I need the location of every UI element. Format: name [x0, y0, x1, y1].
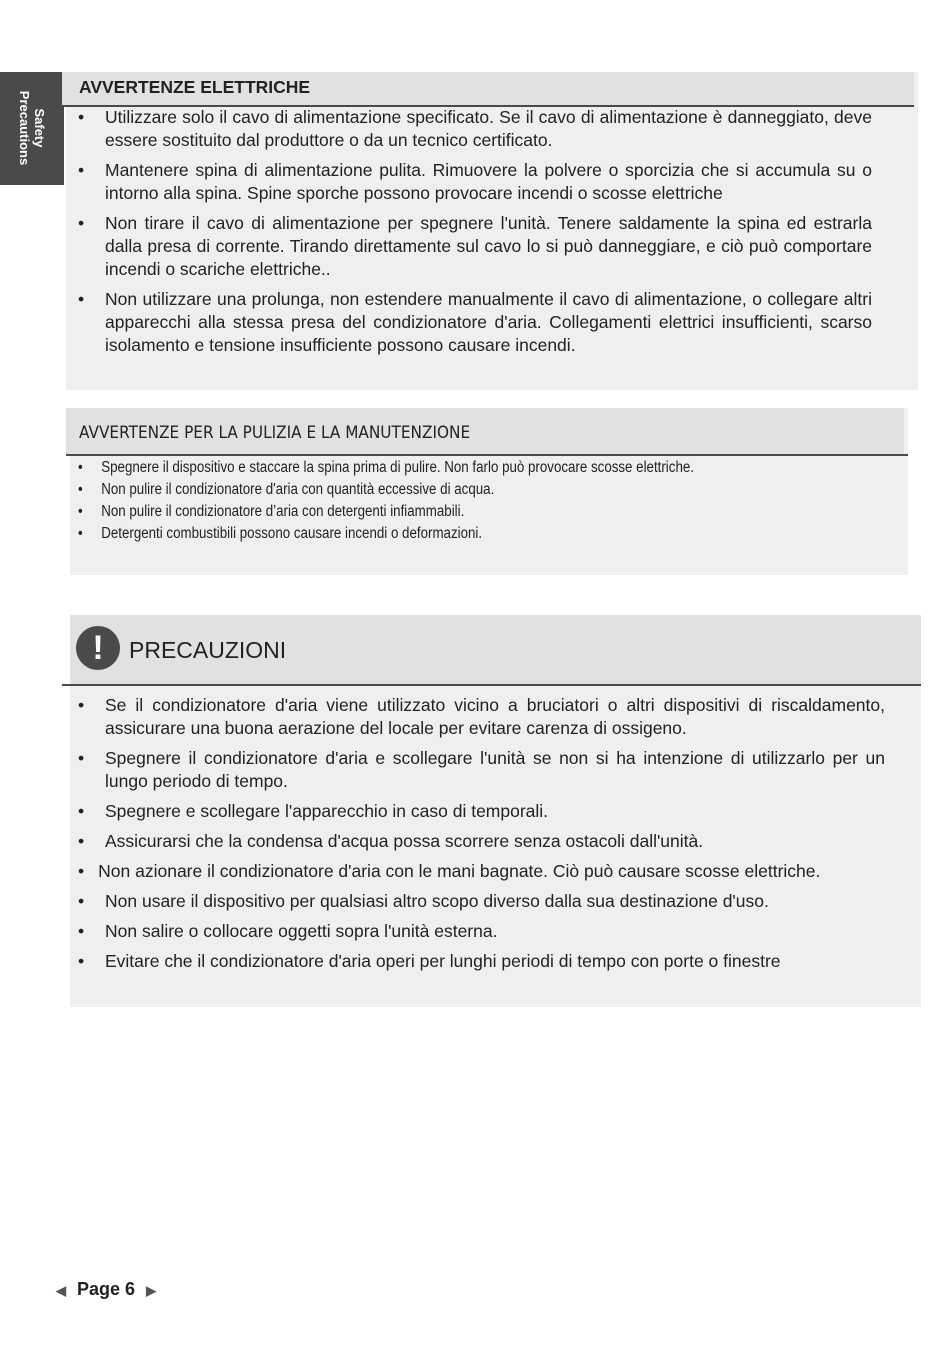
- list-item: [78, 457, 783, 479]
- list-item-text: Non tirare il cavo di alimentazione per spegnere l'unità. Tenere saldamente la spina ed estrarla dalla presa di corrente. Tirando direttamente sul cavo lo si può danneggiare, e ciò può comportare incendi o scariche elettriche..: [105, 213, 872, 279]
- list-item: [78, 288, 872, 357]
- list-item-text: Non pulire il condizionatore d’aria con detergenti infiammabili.: [101, 503, 465, 520]
- bullet: •: [78, 525, 83, 542]
- list-item-text: Assicurarsi che la condensa d'acqua possa scorrere senza ostacoli dall'unità.: [105, 831, 704, 851]
- bullet: •: [78, 503, 83, 520]
- bullet: •: [78, 459, 83, 476]
- list-item-text: Non salire o collocare oggetti sopra l'unità esterna.: [105, 921, 498, 941]
- list-item-text: Spegnere il dispositivo e staccare la spina prima di pulire. Non farlo può provocare scosse elettriche.: [101, 459, 694, 476]
- bullet: •: [78, 695, 85, 715]
- list-item: [78, 800, 885, 823]
- bullet: •: [78, 213, 85, 233]
- electrical-warnings-list: [78, 106, 872, 364]
- bullet: •: [78, 107, 85, 127]
- list-item: [78, 106, 872, 152]
- list-item: [78, 920, 885, 943]
- list-item-text: Mantenere spina di alimentazione pulita. Rimuovere la polvere o sporcizia che si accumula su o intorno alla spina. Spine sporche possono provocare incendi o scosse elettriche: [105, 160, 872, 203]
- list-item-text: Detergenti combustibili possono causare incendi o deformazioni.: [101, 525, 483, 542]
- electrical-warnings-title: AVVERTENZE ELETTRICHE: [79, 77, 311, 97]
- bullet: •: [78, 481, 83, 498]
- precautions-title: PRECAUZIONI: [129, 637, 287, 663]
- list-item-text: Evitare che il condizionatore d'aria operi per lunghi periodi di tempo con porte o finestre: [105, 951, 781, 971]
- cleaning-warnings-list: [78, 457, 898, 545]
- list-item-text: Spegnere e scollegare l'apparecchio in caso di temporali.: [105, 801, 549, 821]
- bullet: •: [78, 289, 85, 309]
- list-item: [78, 523, 783, 545]
- cleaning-header-rule: [66, 454, 908, 456]
- bullet: •: [78, 891, 85, 911]
- list-item: [78, 212, 872, 281]
- precautions-list-clip: [70, 686, 921, 1007]
- list-item: [78, 501, 783, 523]
- bullet: •: [78, 951, 85, 971]
- bullet: •: [78, 831, 85, 851]
- cleaning-warnings-title: AVVERTENZE PER LA PULIZIA E LA MANUTENZIONE: [79, 423, 471, 443]
- page-number: Page 6: [77, 1279, 136, 1299]
- list-item: [78, 479, 783, 501]
- page-footer: [56, 1279, 156, 1300]
- list-item-text: Se il condizionatore d'aria viene utilizzato vicino a bruciatori o altri dispositivi di riscaldamento, assicurare una buona aerazione del locale per evitare carenza di ossigeno.: [105, 695, 885, 738]
- precautions-list: [78, 694, 885, 980]
- list-item: [78, 950, 885, 973]
- bullet: •: [78, 160, 85, 180]
- list-item: [78, 830, 885, 853]
- list-item: [78, 890, 885, 913]
- list-item: [78, 860, 885, 883]
- list-item: [78, 694, 885, 740]
- exclamation-icon: !: [76, 626, 120, 670]
- triangle-right-icon[interactable]: ▶: [146, 1283, 157, 1298]
- list-item: [78, 747, 885, 793]
- side-tab-label-line1: Safety: [32, 108, 47, 148]
- list-item-text: Spegnere il condizionatore d'aria e scollegare l'unità se non si ha intenzione di utilizzarlo per un lungo periodo di tempo.: [105, 748, 885, 791]
- list-item-text: Non utilizzare una prolunga, non estendere manualmente il cavo di alimentazione, o collegare altri apparecchi alla stessa presa del condizionatore d'aria. Collegamenti elettrici insufficienti, scarso isolamento e tensione insufficiente possono causare incendi.: [105, 289, 872, 355]
- list-item-text: Non usare il dispositivo per qualsiasi altro scopo diverso dalla sua destinazione d'uso.: [105, 891, 769, 911]
- side-tab-label-line2: Precautions: [17, 90, 32, 166]
- bullet: •: [78, 921, 85, 941]
- list-item-text: Utilizzare solo il cavo di alimentazione specificato. Se il cavo di alimentazione è danneggiato, deve essere sostituito dal produttore o da un tecnico certificato.: [105, 107, 872, 150]
- list-item: [78, 159, 872, 205]
- bullet: •: [78, 801, 85, 821]
- bullet: •: [78, 748, 85, 768]
- triangle-left-icon[interactable]: ◀: [56, 1283, 66, 1298]
- bullet: •: [78, 861, 85, 881]
- side-tab-label: [17, 91, 47, 165]
- side-tab: [0, 72, 64, 185]
- list-item-text: Non azionare il condizionatore d'aria con le mani bagnate. Ciò può causare scosse elettriche.: [98, 861, 821, 881]
- list-item-text: Non pulire il condizionatore d'aria con quantità eccessive di acqua.: [101, 481, 495, 498]
